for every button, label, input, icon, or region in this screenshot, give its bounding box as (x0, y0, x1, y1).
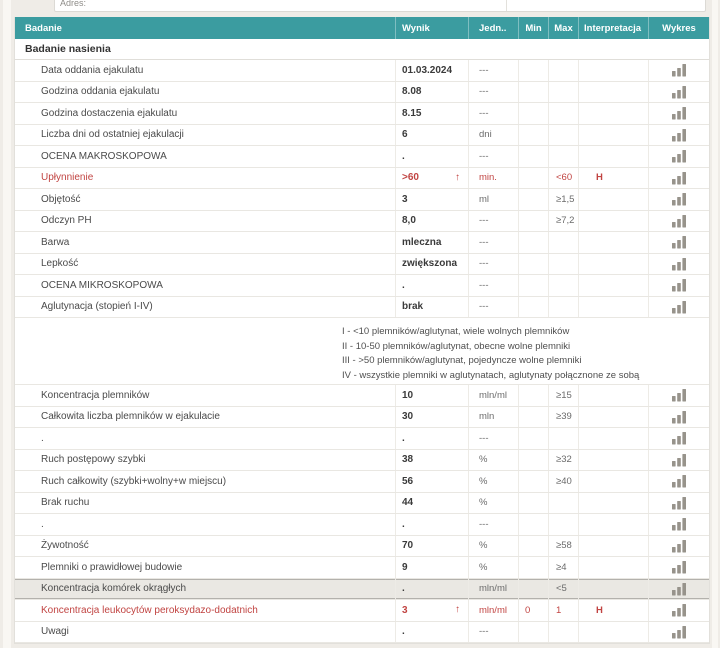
result-cell (395, 125, 468, 146)
chart-cell (648, 168, 709, 189)
test-name-cell: Ruch całkowity (szybki+wolny+w miejscu) (41, 475, 227, 487)
max-cell (548, 254, 578, 275)
table-row[interactable] (15, 407, 709, 429)
unit-cell: --- (468, 82, 518, 103)
unit-cell: --- (468, 514, 518, 535)
test-name-cell: . (41, 432, 44, 444)
unit-cell: --- (468, 60, 518, 81)
table-row[interactable] (15, 385, 709, 407)
chart-cell (648, 297, 709, 318)
result-cell (395, 471, 468, 492)
up-arrow-icon: ↑ (455, 604, 460, 616)
result-value: 3 (402, 604, 408, 616)
table-row[interactable] (15, 189, 709, 211)
chart-cell (648, 125, 709, 146)
bar-chart-icon[interactable] (671, 278, 687, 292)
top-strip (0, 0, 720, 17)
table-body (15, 60, 709, 643)
note-line: II - 10-50 plemników/aglutynat, obecne wolne plemniki (342, 340, 571, 352)
table-row[interactable] (15, 168, 709, 190)
bar-chart-icon[interactable] (671, 214, 687, 228)
table-row[interactable] (15, 428, 709, 450)
test-name-cell: Brak ruchu (41, 497, 90, 509)
bar-chart-icon[interactable] (671, 582, 687, 596)
bar-chart-icon[interactable] (671, 517, 687, 531)
unit-cell: --- (468, 428, 518, 449)
min-cell (518, 168, 548, 189)
test-name-cell: Plemniki o prawidłowej budowie (41, 561, 183, 573)
unit-cell: mln (468, 407, 518, 428)
chart-cell (648, 536, 709, 557)
column-header-wynik: Wynik (395, 17, 468, 39)
min-cell (518, 407, 548, 428)
test-name-cell: Koncentracja plemników (41, 389, 150, 401)
unit-cell: --- (468, 103, 518, 124)
table-row[interactable] (15, 60, 709, 82)
result-cell (395, 385, 468, 406)
max-cell: ≥58 (548, 536, 578, 557)
chart-cell (648, 146, 709, 167)
interpretation-cell (578, 385, 648, 406)
address-box-partial (54, 0, 706, 12)
chart-cell (648, 622, 709, 643)
result-cell (395, 536, 468, 557)
test-name-cell: Objętość (41, 193, 81, 205)
min-cell (518, 211, 548, 232)
chart-cell (648, 275, 709, 296)
min-cell (518, 82, 548, 103)
interpretation-cell (578, 254, 648, 275)
interpretation-cell (578, 428, 648, 449)
min-cell (518, 146, 548, 167)
test-name-cell: OCENA MAKROSKOPOWA (41, 150, 167, 162)
min-cell (518, 125, 548, 146)
result-cell (395, 82, 468, 103)
chart-cell (648, 103, 709, 124)
chart-cell (648, 385, 709, 406)
result-value: 6 (402, 129, 408, 141)
results-table (14, 17, 710, 644)
section-header (15, 39, 709, 60)
result-value: 8,0 (402, 215, 416, 227)
page-margin-right (712, 0, 718, 648)
table-row[interactable] (15, 211, 709, 233)
max-cell: ≥32 (548, 450, 578, 471)
test-name-cell: OCENA MIKROSKOPOWA (41, 279, 163, 291)
test-name-cell: Godzina dostaczenia ejakulatu (41, 107, 178, 119)
test-name-cell: Aglutynacja (stopień I-IV) (41, 301, 153, 313)
table-row[interactable] (15, 82, 709, 104)
interpretation-cell (578, 146, 648, 167)
bar-chart-icon[interactable] (671, 560, 687, 574)
table-row[interactable] (15, 514, 709, 536)
min-cell (518, 450, 548, 471)
test-name-cell: Lepkość (41, 258, 79, 270)
test-name-cell: Barwa (41, 236, 70, 248)
test-name-cell: Koncentracja leukocytów peroksydazo-dodatnich (41, 604, 258, 616)
table-header-row (15, 17, 709, 39)
bar-chart-icon[interactable] (671, 300, 687, 314)
test-name-cell: Uwagi (41, 626, 69, 638)
unit-cell: % (468, 536, 518, 557)
bar-chart-icon[interactable] (671, 496, 687, 510)
interpretation-cell (578, 82, 648, 103)
bar-chart-icon[interactable] (671, 431, 687, 445)
interpretation-cell (578, 189, 648, 210)
result-value: . (402, 583, 405, 595)
min-cell (518, 428, 548, 449)
result-cell (395, 450, 468, 471)
result-cell (395, 189, 468, 210)
interpretation-cell (578, 557, 648, 578)
chart-cell (648, 514, 709, 535)
unit-cell: --- (468, 275, 518, 296)
test-name-cell: Koncentracja komórek okrągłych (41, 583, 187, 595)
result-value: >60 (402, 172, 419, 184)
result-value: 01.03.2024 (402, 64, 453, 76)
table-row[interactable] (15, 557, 709, 579)
result-cell (395, 60, 468, 81)
min-cell: 0 (518, 600, 548, 621)
interpretation-cell (578, 471, 648, 492)
min-cell (518, 514, 548, 535)
table-row[interactable] (15, 275, 709, 297)
result-value: 8.15 (402, 107, 422, 119)
bar-chart-icon[interactable] (671, 63, 687, 77)
unit-cell: --- (468, 622, 518, 643)
unit-cell: % (468, 493, 518, 514)
result-cell (395, 579, 468, 600)
interpretation-cell (578, 579, 648, 600)
unit-cell: --- (468, 232, 518, 253)
max-cell (548, 60, 578, 81)
interpretation-cell (578, 622, 648, 643)
bar-chart-icon[interactable] (671, 410, 687, 424)
max-cell: ≥40 (548, 471, 578, 492)
max-cell: ≥15 (548, 385, 578, 406)
test-name-cell: Odczyn PH (41, 215, 92, 227)
max-cell: ≥7,2 (548, 211, 578, 232)
result-value: 3 (402, 193, 408, 205)
result-value: mleczna (402, 236, 442, 248)
unit-cell: mln/ml (468, 385, 518, 406)
result-cell (395, 232, 468, 253)
result-cell (395, 514, 468, 535)
result-cell (395, 211, 468, 232)
unit-cell: % (468, 557, 518, 578)
result-cell (395, 254, 468, 275)
unit-cell: min. (468, 168, 518, 189)
result-value: 10 (402, 389, 414, 401)
table-row[interactable] (15, 297, 709, 319)
result-value: . (402, 150, 405, 162)
test-name-cell: Upłynnienie (41, 172, 94, 184)
bar-chart-icon[interactable] (671, 388, 687, 402)
max-cell (548, 622, 578, 643)
result-value: 38 (402, 454, 414, 466)
chart-cell (648, 493, 709, 514)
bar-chart-icon[interactable] (671, 149, 687, 163)
interpretation-cell (578, 536, 648, 557)
up-arrow-icon: ↑ (455, 171, 460, 183)
unit-cell: --- (468, 254, 518, 275)
bar-chart-icon[interactable] (671, 235, 687, 249)
column-header-jedn: Jedn.. (468, 17, 518, 39)
result-value: 8.08 (402, 86, 422, 98)
max-cell (548, 146, 578, 167)
table-row[interactable] (15, 600, 709, 622)
interpretation-cell: H (578, 600, 648, 621)
min-cell (518, 297, 548, 318)
result-value: 56 (402, 475, 414, 487)
chart-cell (648, 189, 709, 210)
chart-cell (648, 428, 709, 449)
interpretation-cell (578, 514, 648, 535)
chart-cell (648, 557, 709, 578)
bar-chart-icon[interactable] (671, 453, 687, 467)
column-header-min: Min (518, 17, 548, 39)
interpretation-cell: H (578, 168, 648, 189)
chart-cell (648, 232, 709, 253)
test-name-cell: Ruch postępowy szybki (41, 454, 146, 466)
max-cell: ≥4 (548, 557, 578, 578)
result-value: . (402, 279, 405, 291)
min-cell (518, 189, 548, 210)
unit-cell: ml (468, 189, 518, 210)
column-header-interpretacja: Interpretacja (578, 17, 648, 39)
table-row[interactable] (15, 146, 709, 168)
test-name-cell: Całkowita liczba plemników w ejakulacie (41, 411, 220, 423)
address-label: Adres: (60, 0, 87, 8)
table-row[interactable] (15, 232, 709, 254)
chart-cell (648, 579, 709, 600)
interpretation-cell (578, 297, 648, 318)
result-value: brak (402, 301, 424, 313)
bar-chart-icon[interactable] (671, 85, 687, 99)
bar-chart-icon[interactable] (671, 192, 687, 206)
table-row[interactable] (15, 450, 709, 472)
bar-chart-icon[interactable] (671, 171, 687, 185)
table-row[interactable] (15, 103, 709, 125)
bar-chart-icon[interactable] (671, 625, 687, 639)
test-name-cell: Data oddania ejakulatu (41, 64, 144, 76)
min-cell (518, 579, 548, 600)
min-cell (518, 385, 548, 406)
min-cell (518, 254, 548, 275)
result-cell (395, 297, 468, 318)
test-name-cell: Liczba dni od ostatniej ejakulacji (41, 129, 184, 141)
table-row[interactable] (15, 254, 709, 276)
result-cell (395, 428, 468, 449)
max-cell (548, 297, 578, 318)
interpretation-cell (578, 407, 648, 428)
result-value: 70 (402, 540, 414, 552)
chart-cell (648, 600, 709, 621)
max-cell (548, 103, 578, 124)
interpretation-cell (578, 60, 648, 81)
interpretation-cell (578, 493, 648, 514)
result-value: zwiększona (402, 258, 458, 270)
table-row[interactable] (15, 622, 709, 644)
min-cell (518, 60, 548, 81)
min-cell (518, 275, 548, 296)
unit-cell: mln/ml (468, 579, 518, 600)
unit-cell: dni (468, 125, 518, 146)
unit-cell: --- (468, 211, 518, 232)
interpretation-cell (578, 275, 648, 296)
interpretation-cell (578, 125, 648, 146)
column-header-wykres: Wykres (648, 17, 709, 39)
max-cell (548, 428, 578, 449)
table-row[interactable] (15, 471, 709, 493)
chart-cell (648, 407, 709, 428)
max-cell: ≥1,5 (548, 189, 578, 210)
min-cell (518, 493, 548, 514)
bar-chart-icon[interactable] (671, 539, 687, 553)
min-cell (518, 557, 548, 578)
section-title: Badanie nasienia (25, 43, 111, 55)
max-cell (548, 493, 578, 514)
min-cell (518, 232, 548, 253)
min-cell (518, 471, 548, 492)
max-cell (548, 275, 578, 296)
result-cell (395, 493, 468, 514)
bar-chart-icon[interactable] (671, 257, 687, 271)
page-margin-left (3, 0, 11, 648)
unit-cell: % (468, 471, 518, 492)
column-header-badanie: Badanie (25, 22, 62, 34)
max-cell (548, 232, 578, 253)
result-value: 30 (402, 411, 414, 423)
note-line: III - >50 plemników/aglutynat, pojedyncze wolne plemniki (342, 355, 582, 366)
column-header-max: Max (548, 17, 578, 39)
chart-cell (648, 450, 709, 471)
min-cell (518, 103, 548, 124)
max-cell (548, 514, 578, 535)
table-row[interactable] (15, 579, 709, 601)
result-value: . (402, 626, 405, 638)
min-cell (518, 536, 548, 557)
max-cell (548, 125, 578, 146)
chart-cell (648, 471, 709, 492)
interpretation-cell (578, 211, 648, 232)
table-row[interactable] (15, 536, 709, 558)
result-cell (395, 622, 468, 643)
result-cell (395, 275, 468, 296)
interpretation-cell (578, 232, 648, 253)
result-cell (395, 168, 468, 189)
min-cell (518, 622, 548, 643)
top-box-divider (506, 0, 507, 12)
max-cell: <60 (548, 168, 578, 189)
result-cell (395, 600, 468, 621)
result-cell (395, 103, 468, 124)
note-line: IV - wszystkie plemniki w aglutynatach, aglutynaty połącznone ze sobą (342, 369, 640, 381)
unit-cell: --- (468, 297, 518, 318)
chart-cell (648, 82, 709, 103)
unit-cell: % (468, 450, 518, 471)
result-value: . (402, 432, 405, 444)
table-row[interactable] (15, 493, 709, 515)
max-cell: <5 (548, 579, 578, 600)
chart-cell (648, 254, 709, 275)
interpretation-cell (578, 103, 648, 124)
bar-chart-icon[interactable] (671, 603, 687, 617)
test-name-cell: Godzina oddania ejakulatu (41, 86, 160, 98)
agglutination-grade-note (15, 318, 709, 385)
chart-cell (648, 60, 709, 81)
max-cell (548, 82, 578, 103)
unit-cell: --- (468, 146, 518, 167)
test-name-cell: . (41, 518, 44, 530)
result-value: . (402, 518, 405, 530)
interpretation-cell (578, 450, 648, 471)
result-value: 44 (402, 497, 414, 509)
max-cell: 1 (548, 600, 578, 621)
table-row[interactable] (15, 125, 709, 147)
result-cell (395, 146, 468, 167)
bar-chart-icon[interactable] (671, 128, 687, 142)
bar-chart-icon[interactable] (671, 106, 687, 120)
chart-cell (648, 211, 709, 232)
result-value: 9 (402, 561, 408, 573)
test-name-cell: Żywotność (41, 540, 89, 552)
note-line: I - <10 plemników/aglutynat, wiele wolnych plemników (342, 326, 570, 337)
unit-cell: mln/ml (468, 600, 518, 621)
result-cell (395, 557, 468, 578)
max-cell: ≥39 (548, 407, 578, 428)
bar-chart-icon[interactable] (671, 474, 687, 488)
result-cell (395, 407, 468, 428)
